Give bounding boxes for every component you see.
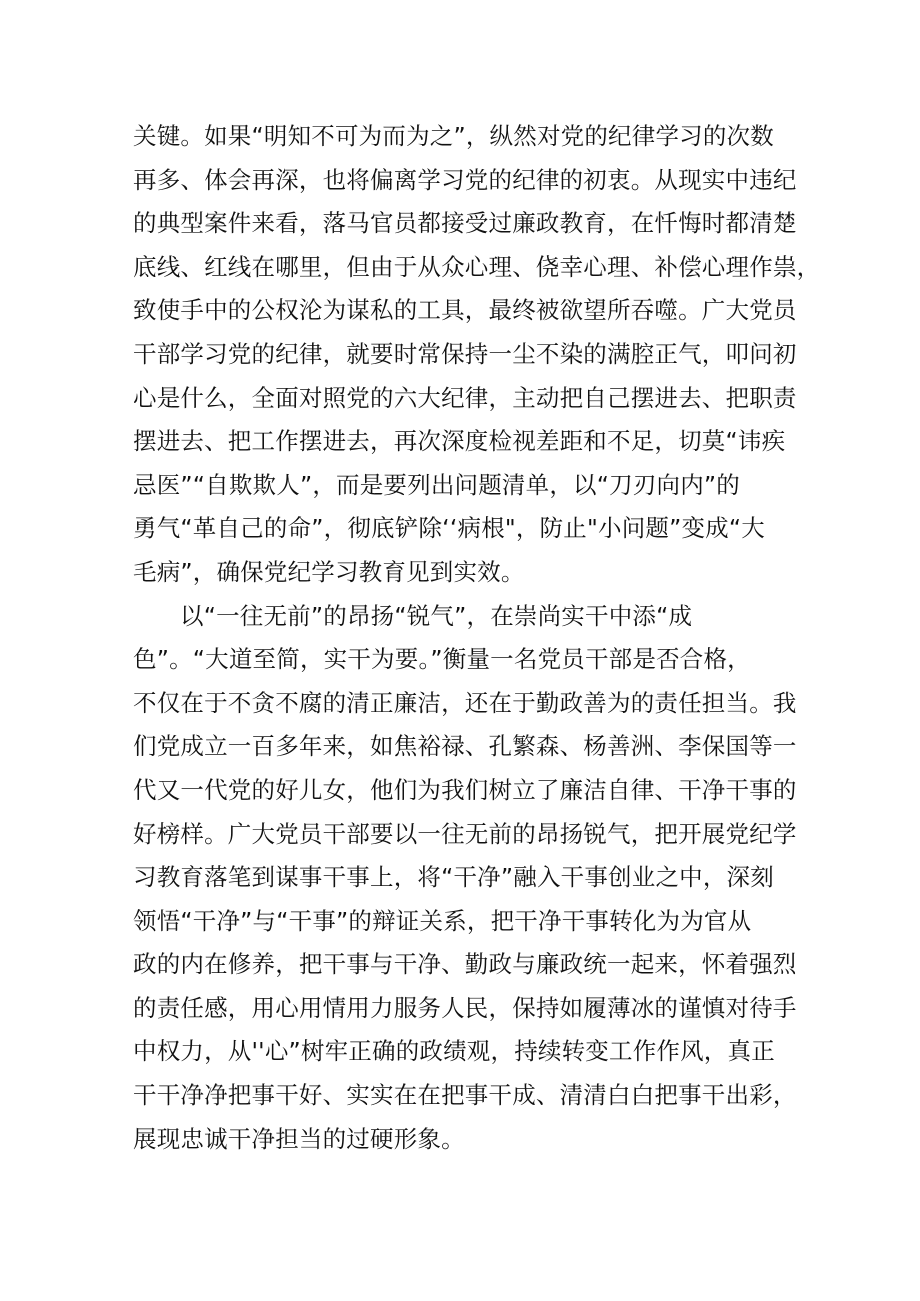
text-line: 以“一往无前”的昂扬“锐气”，在崇尚实干中添“成	[180, 601, 693, 630]
text-line: 关键。如果“明知不可为而为之”，纵然对党的纪律学习的次数	[133, 122, 774, 150]
text-line: 心是什么，全面对照党的六大纪律，主动把自己摆进去、把职责	[133, 383, 797, 412]
text-line: 毛病”，确保党纪学习教育见到实效。	[133, 557, 525, 586]
text-line: 中权力，从''心”树牢正确的政绩观，持续转变工作作风，真正	[133, 1037, 775, 1066]
paragraph-1	[133, 115, 821, 595]
text-line: 忌医”“自欺欺人”，而是要列出问题清单，以“刀刃向内”的	[133, 470, 740, 499]
text-line: 底线、红线在哪里，但由于从众心理、侥幸心理、补偿心理作祟，	[133, 252, 821, 281]
text-line: 展现忠诚干净担当的过硬形象。	[133, 1124, 465, 1153]
text-line: 习教育落笔到谋事干事上，将“干净”融入干事创业之中，深刻	[133, 863, 774, 892]
text-line: 的责任感，用心用情用力服务人民，保持如履薄冰的谨慎对待手	[133, 993, 797, 1022]
text-line: 干部学习党的纪律，就要时常保持一尘不染的满腔正气，叩问初	[133, 339, 797, 368]
document-body	[133, 115, 821, 1161]
text-line: 领悟“干净”与“干事”的辩证关系，把干净干事转化为为官从	[133, 906, 752, 935]
paragraph-2	[133, 595, 813, 1162]
text-line: 好榜样。广大党员干部要以一往无前的昂扬锐气，把开展党纪学	[133, 819, 797, 848]
text-line: 政的内在修养，把干事与干净、勤政与廉政统一起来，怀着强烈	[133, 950, 797, 979]
text-line: 的典型案件来看，落马官员都接受过廉政教育，在忏悔时都清楚	[133, 209, 797, 238]
text-line: 们党成立一百多年来，如焦裕禄、孔繁森、杨善洲、李保国等一	[133, 732, 797, 761]
text-line: 色”。“大道至简，实干为要。”衡量一名党员干部是否合格，	[133, 645, 751, 674]
text-line: 摆进去、把工作摆进去，再次深度检视差距和不足，切莫“讳疾	[133, 427, 786, 456]
text-line: 勇气“革自己的命”，彻底铲除‘‘病根"，防止"小问题”变成“大	[133, 514, 765, 543]
text-line: 再多、体会再深，也将偏离学习党的纪律的初衷。从现实中违纪	[133, 165, 797, 194]
text-line: 代又一代党的好儿女，他们为我们树立了廉洁自律、干净干事的	[133, 775, 797, 804]
text-line: 致使手中的公权沦为谋私的工具，最终被欲望所吞噬。广大党员	[133, 296, 797, 325]
text-line: 不仅在于不贪不腐的清正廉洁，还在于勤政善为的责任担当。我	[133, 688, 797, 717]
text-line: 干干净净把事干好、实实在在把事干成、清清白白把事干出彩，	[133, 1081, 797, 1110]
